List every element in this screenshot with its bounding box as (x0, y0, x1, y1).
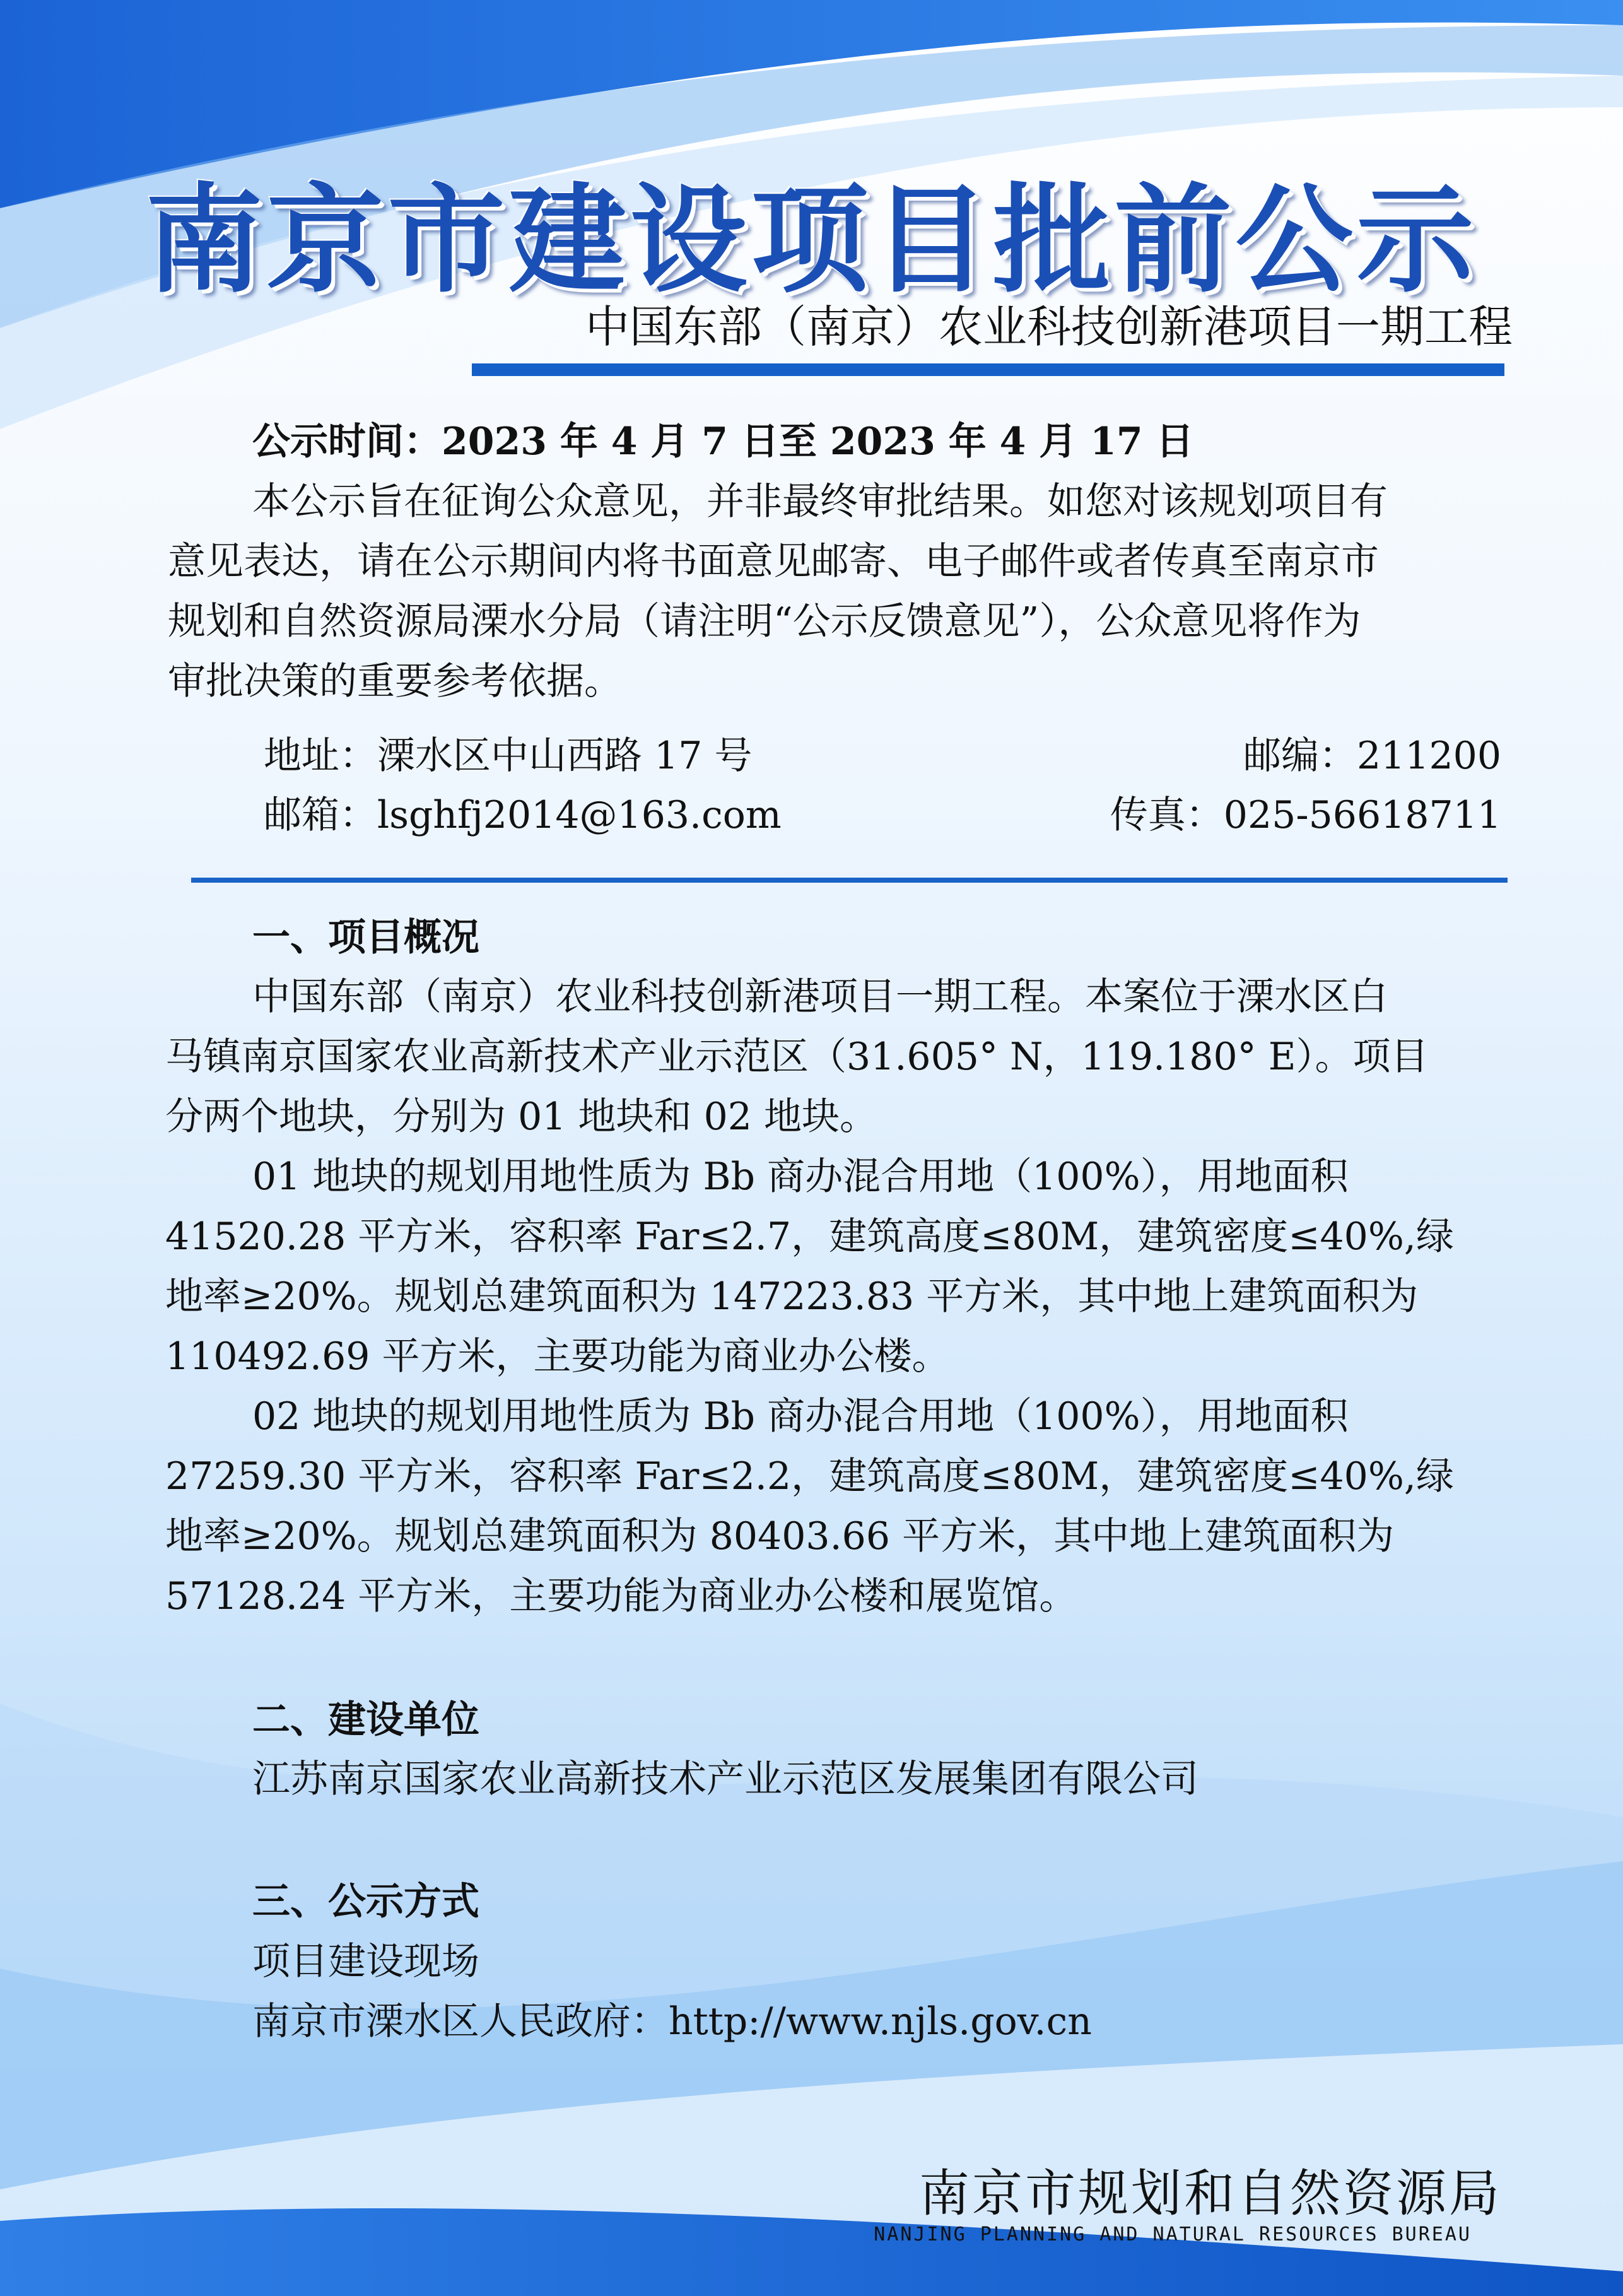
method-line: 项目建设现场 (252, 1940, 479, 1984)
contact-postcode: 邮编：211200 (1243, 734, 1501, 778)
section-heading-overview: 一、项目概况 (252, 915, 479, 960)
notice-intro-line: 本公示旨在征询公众意见，并非最终审批结果。如您对该规划项目有 (252, 480, 1388, 524)
project-subtitle: 中国东部（南京）农业科技创新港项目一期工程 (585, 301, 1513, 353)
contact-fax: 传真：025-56618711 (1110, 793, 1501, 837)
overview-line: 马镇南京国家农业高新技术产业示范区（31.605° N，119.180° E）。项目 (165, 1035, 1429, 1079)
section-heading-builder: 二、建设单位 (252, 1698, 479, 1742)
section-divider (191, 878, 1508, 883)
overview-line: 27259.30 平方米，容积率 Far≤2.2，建筑高度≤80M，建筑密度≤40%,绿 (165, 1454, 1454, 1498)
notice-intro-line: 审批决策的重要参考依据。 (168, 659, 622, 704)
notice-period: 公示时间：2023 年 4 月 7 日至 2023 年 4 月 17 日 (252, 420, 1194, 464)
overview-line: 110492.69 平方米，主要功能为商业办公楼。 (165, 1334, 950, 1379)
builder-name: 江苏南京国家农业高新技术产业示范区发展集团有限公司 (252, 1757, 1198, 1801)
contact-address: 地址：溧水区中山西路 17 号 (264, 734, 753, 778)
notice-intro-line: 意见表达，请在公示期间内将书面意见邮寄、电子邮件或者传真至南京市 (168, 539, 1379, 584)
overview-line: 41520.28 平方米，容积率 Far≤2.7，建筑高度≤80M，建筑密度≤40%,绿 (165, 1215, 1454, 1259)
overview-line: 地率≥20%。规划总建筑面积为 147223.83 平方米，其中地上建筑面积为 (165, 1275, 1419, 1319)
page-title: 南京市建设项目批前公示 (145, 172, 1478, 309)
overview-line: 57128.24 平方米，主要功能为商业办公楼和展览馆。 (165, 1574, 1077, 1618)
overview-line: 分两个地块，分别为 01 地块和 02 地块。 (165, 1095, 877, 1139)
contact-email[interactable]: 邮箱：lsghfj2014@163.com (264, 793, 782, 837)
overview-line: 01 地块的规划用地性质为 Bb 商办混合用地（100%），用地面积 (252, 1155, 1349, 1199)
notice-intro-line: 规划和自然资源局溧水分局（请注明“公示反馈意见”），公众意见将作为 (168, 599, 1361, 644)
method-website[interactable]: 南京市溧水区人民政府：http://www.njls.gov.cn (252, 1999, 1092, 2044)
section-heading-method: 三、公示方式 (252, 1880, 479, 1924)
footer-org-name-en: NANJING PLANNING AND NATURAL RESOURCES BUREAU (874, 2223, 1472, 2246)
overview-line: 中国东部（南京）农业科技创新港项目一期工程。本案位于溧水区白 (252, 975, 1388, 1019)
footer-org-name: 南京市规划和自然资源局 (919, 2164, 1502, 2223)
overview-line: 02 地块的规划用地性质为 Bb 商办混合用地（100%），用地面积 (252, 1394, 1349, 1439)
title-underline-bar (472, 363, 1504, 376)
overview-line: 地率≥20%。规划总建筑面积为 80403.66 平方米，其中地上建筑面积为 (165, 1514, 1395, 1558)
